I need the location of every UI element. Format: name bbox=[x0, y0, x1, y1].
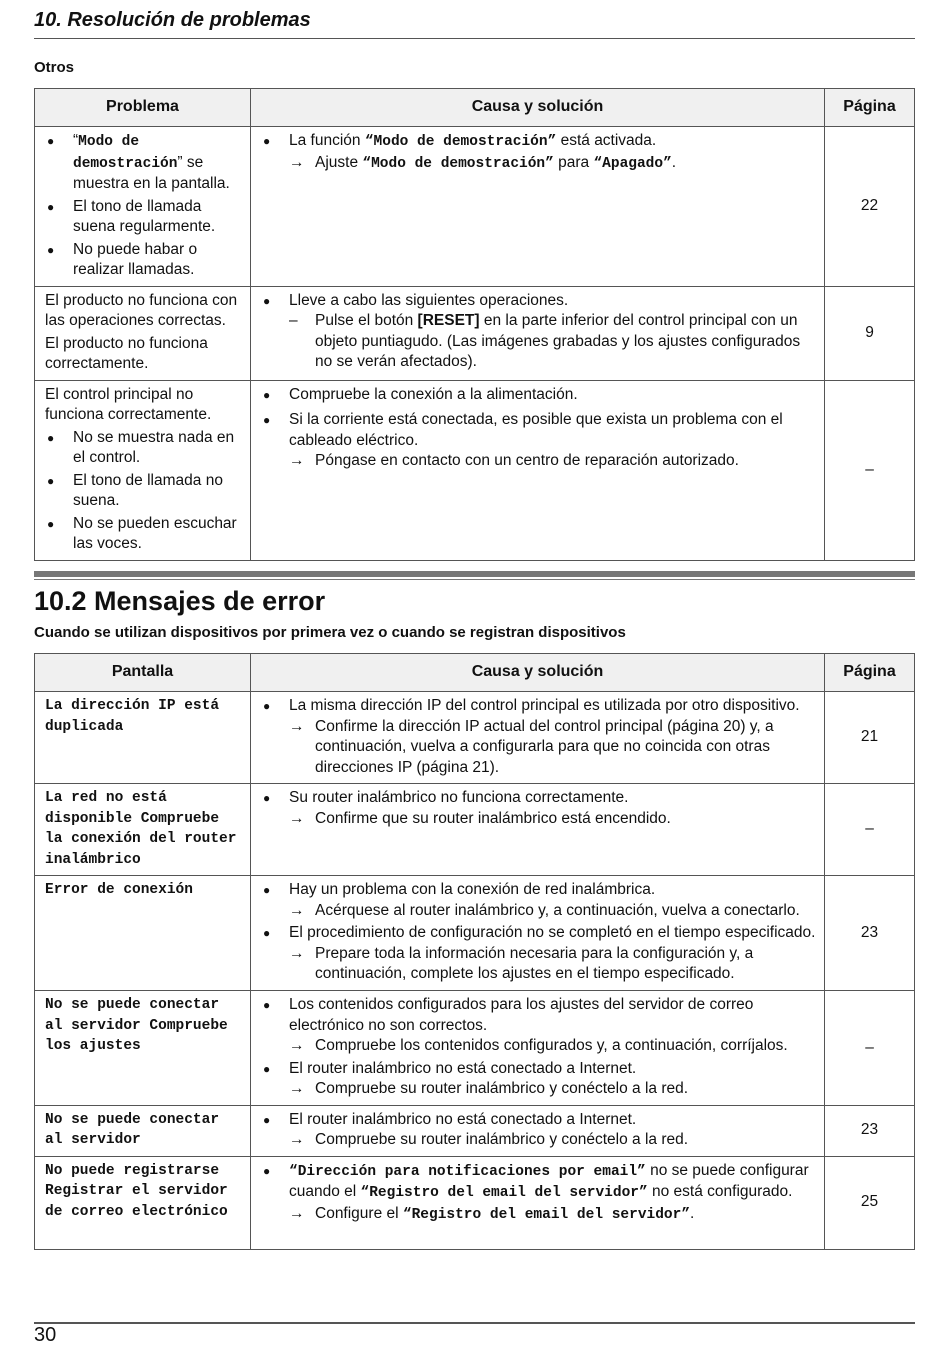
problem-text: El producto no funciona correctamente. bbox=[45, 334, 208, 372]
table-row bbox=[35, 127, 915, 287]
solution-action bbox=[261, 1036, 816, 1057]
arrow-icon: → bbox=[289, 1131, 305, 1148]
page-ref: – bbox=[825, 991, 915, 1106]
text: . bbox=[671, 153, 677, 171]
column-header-causa: Causa y solución bbox=[251, 654, 825, 692]
arrow-icon: → bbox=[289, 452, 305, 469]
page-ref: 9 bbox=[825, 286, 915, 380]
footer-divider bbox=[34, 1322, 915, 1324]
quote: “ bbox=[73, 132, 79, 149]
text: Pulse el botón bbox=[315, 312, 418, 329]
problem-cell bbox=[35, 380, 251, 560]
arrow-icon: → bbox=[289, 1037, 305, 1054]
error-messages-table bbox=[34, 653, 915, 1250]
column-header-problema: Problema bbox=[35, 89, 251, 127]
solution-bullet: ● La misma dirección IP del control principal es utilizada por otro dispositivo. bbox=[261, 696, 816, 717]
text: Compruebe su router inalámbrico y conéctelo a la red. bbox=[315, 1080, 689, 1097]
problem-bullet: ● El tono de llamada no suena. bbox=[45, 471, 242, 512]
page-number: 30 bbox=[34, 1324, 57, 1346]
display-text: “Registro del email del servidor” bbox=[402, 1206, 691, 1223]
problem-text: se muestra en la pantalla. bbox=[73, 153, 230, 192]
arrow-icon: → bbox=[289, 944, 305, 962]
dash-icon: – bbox=[289, 312, 298, 329]
problem-text: El control principal no funciona correctamente. bbox=[45, 385, 212, 423]
problem-bullet: ● No se muestra nada en el control. bbox=[45, 428, 242, 469]
text: para bbox=[553, 153, 594, 171]
text: Prepare toda la información necesaria para la configuración y, a continuación, complete los ajustes en el tiempo especificado. bbox=[315, 944, 754, 982]
table-row bbox=[35, 784, 915, 876]
text: Compruebe su router inalámbrico y conéctelo a la red. bbox=[315, 1131, 689, 1148]
solution-step bbox=[261, 311, 816, 373]
solution-action bbox=[261, 1204, 816, 1226]
table-row bbox=[35, 286, 915, 380]
problem-cell bbox=[35, 286, 251, 380]
problem-bullet: ● El tono de llamada suena regularmente. bbox=[45, 197, 242, 238]
problem-bullet: ● No puede habar o realizar llamadas. bbox=[45, 240, 242, 281]
solution-cell bbox=[251, 1156, 825, 1249]
solution-cell bbox=[251, 1105, 825, 1156]
display-message: No puede registrarse Registrar el servidor de correo electrónico bbox=[35, 1156, 251, 1249]
text: no se puede configurar cuando el bbox=[289, 1161, 809, 1200]
text: Confirme la dirección IP actual del control principal (página 20) y, a continuación, vuelva a configurarla para que no coincida con otras direcciones IP (página 21). bbox=[315, 717, 774, 776]
solution-bullet: ● El procedimiento de configuración no se completó en el tiempo especificado. bbox=[261, 923, 816, 944]
quote: ” bbox=[177, 153, 183, 171]
solution-action bbox=[261, 944, 816, 985]
section-divider-thin bbox=[34, 579, 915, 580]
problem-bullet bbox=[45, 131, 242, 195]
solution-cell bbox=[251, 380, 825, 560]
text: La función bbox=[289, 132, 365, 149]
page-ref: 25 bbox=[825, 1156, 915, 1249]
otros-table bbox=[34, 88, 915, 561]
text: está activada. bbox=[556, 132, 657, 149]
solution-bullet bbox=[261, 131, 816, 153]
page-header bbox=[34, 6, 915, 39]
text: Ajuste bbox=[315, 153, 363, 171]
display-message: La red no está disponible Compruebe la conexión del router inalámbrico bbox=[35, 784, 251, 876]
solution-cell bbox=[251, 127, 825, 287]
reset-key-label: [RESET] bbox=[417, 312, 480, 329]
section-subtitle: Cuando se utilizan dispositivos por primera vez o cuando se registran dispositivos bbox=[34, 624, 626, 641]
section-heading-otros: Otros bbox=[34, 59, 75, 76]
problem-cell bbox=[35, 127, 251, 287]
display-text: “Dirección para notificaciones por email” bbox=[289, 1163, 646, 1180]
text: Póngase en contacto con un centro de reparación autorizado. bbox=[315, 452, 739, 469]
column-header-pagina: Página bbox=[825, 89, 915, 127]
solution-action bbox=[261, 809, 816, 830]
text: Configure el bbox=[315, 1204, 403, 1222]
arrow-icon: → bbox=[289, 901, 305, 919]
solution-bullet: ● Su router inalámbrico no funciona correctamente. bbox=[261, 788, 816, 809]
solution-bullet bbox=[261, 1161, 816, 1204]
display-text: “Modo de demostración” bbox=[362, 155, 554, 172]
solution-bullet: ● Lleve a cabo las siguientes operaciones. bbox=[261, 291, 816, 312]
solution-bullet: ● Los contenidos configurados para los ajustes del servidor de correo electrónico no son correctos. bbox=[261, 995, 816, 1036]
text: no está configurado. bbox=[647, 1183, 793, 1200]
solution-action bbox=[261, 1079, 816, 1100]
solution-action bbox=[261, 717, 816, 779]
solution-action bbox=[261, 451, 816, 472]
page-ref: – bbox=[825, 380, 915, 560]
table-header-row bbox=[35, 89, 915, 127]
arrow-icon: → bbox=[289, 1080, 305, 1097]
table-row bbox=[35, 1105, 915, 1156]
section-divider bbox=[34, 571, 915, 577]
solution-action bbox=[261, 153, 816, 175]
solution-action bbox=[261, 901, 816, 922]
solution-bullet: ● Si la corriente está conectada, es posible que exista un problema con el cableado eléctrico. bbox=[261, 410, 816, 451]
page-ref: 21 bbox=[825, 692, 915, 784]
display-message: Error de conexión bbox=[35, 876, 251, 991]
column-header-pantalla: Pantalla bbox=[35, 654, 251, 692]
solution-bullet: ● Compruebe la conexión a la alimentación. bbox=[261, 385, 816, 406]
section-title: 10.2 Mensajes de error bbox=[34, 586, 326, 616]
text: Confirme que su router inalámbrico está encendido. bbox=[315, 809, 671, 827]
solution-bullet: ● El router inalámbrico no está conectado a Internet. bbox=[261, 1110, 816, 1131]
solution-bullet: ● El router inalámbrico no está conectado a Internet. bbox=[261, 1059, 816, 1080]
problem-bullet: ● No se pueden escuchar las voces. bbox=[45, 514, 242, 555]
display-text: Modo de demostración bbox=[73, 134, 178, 172]
solution-action bbox=[261, 1130, 816, 1151]
page-ref: 23 bbox=[825, 876, 915, 991]
table-row bbox=[35, 1156, 915, 1249]
text: Acérquese al router inalámbrico y, a continuación, vuelva a conectarlo. bbox=[315, 901, 800, 919]
text: en la parte inferior del control principal con un objeto puntiagudo. (Las imágenes grabadas y los ajustes configurados no se verán afectados). bbox=[315, 312, 801, 370]
display-message: La dirección IP está duplicada bbox=[35, 692, 251, 784]
solution-cell bbox=[251, 991, 825, 1106]
column-header-causa: Causa y solución bbox=[251, 89, 825, 127]
table-row bbox=[35, 876, 915, 991]
page-ref: – bbox=[825, 784, 915, 876]
text: Compruebe los contenidos configurados y, a continuación, corríjalos. bbox=[315, 1037, 788, 1054]
table-row bbox=[35, 692, 915, 784]
table-row bbox=[35, 380, 915, 560]
page-ref: 22 bbox=[825, 127, 915, 287]
column-header-pagina: Página bbox=[825, 654, 915, 692]
page-ref: 23 bbox=[825, 1105, 915, 1156]
display-message: No se puede conectar al servidor Compruebe los ajustes bbox=[35, 991, 251, 1106]
text: . bbox=[690, 1204, 695, 1222]
solution-cell bbox=[251, 784, 825, 876]
table-header-row bbox=[35, 654, 915, 692]
chapter-title: 10. Resolución de problemas bbox=[34, 9, 311, 31]
solution-cell bbox=[251, 286, 825, 380]
display-text: “Apagado” bbox=[593, 155, 672, 172]
arrow-icon: → bbox=[289, 153, 305, 171]
display-message: No se puede conectar al servidor bbox=[35, 1105, 251, 1156]
arrow-icon: → bbox=[289, 717, 305, 735]
table-row bbox=[35, 991, 915, 1106]
solution-cell bbox=[251, 692, 825, 784]
display-text: “Registro del email del servidor” bbox=[360, 1185, 648, 1201]
arrow-icon: → bbox=[289, 809, 305, 827]
display-text: “Modo de demostración” bbox=[364, 134, 557, 150]
solution-bullet: ● Hay un problema con la conexión de red inalámbrica. bbox=[261, 880, 816, 901]
arrow-icon: → bbox=[289, 1204, 305, 1222]
solution-cell bbox=[251, 876, 825, 991]
problem-text: El producto no funciona con las operaciones correctas. bbox=[45, 291, 238, 329]
